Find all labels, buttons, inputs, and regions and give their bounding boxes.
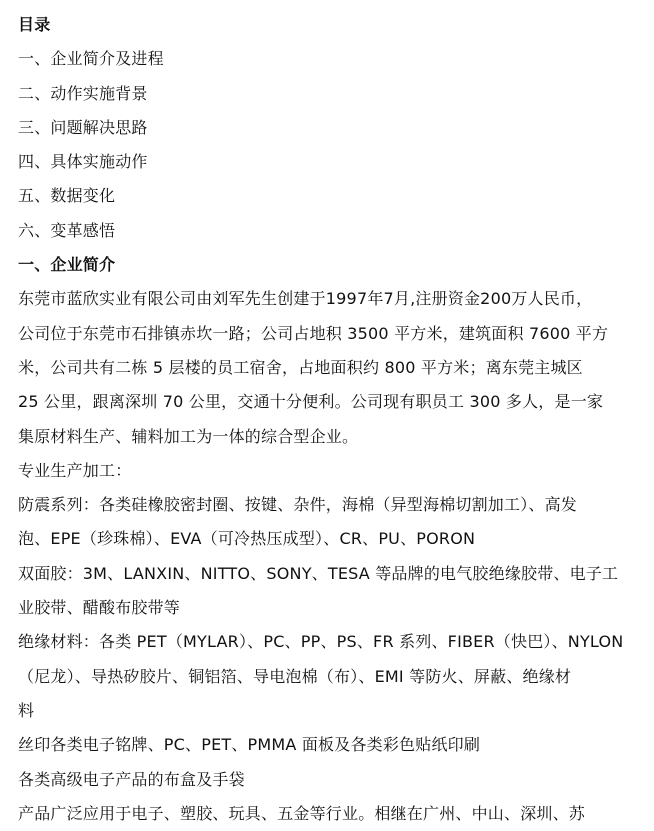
toc-item: 六、变革感悟: [18, 220, 116, 240]
production-label: 专业生产加工：: [18, 460, 132, 480]
intro-line: 集原材料生产、辅料加工为一体的综合型企业。: [18, 426, 359, 446]
shockproof-line: 泡、EPE（珍珠棉）、EVA（可冷热压成型）、CR、PU、PORON: [18, 529, 476, 549]
printing-line: 丝印各类电子铭牌、PC、PET、PMMA 面板及各类彩色贴纸印刷: [18, 735, 481, 755]
intro-line: 东莞市蓝欣实业有限公司由刘军先生创建于1997年7月,注册资金200万人民币，: [18, 289, 593, 309]
toc-item: 四、具体实施动作: [18, 152, 148, 172]
tape-line: 双面胶：3M、LANXIN、NITTO、SONY、TESA 等品牌的电气胶绝缘胶带、电子工: [18, 563, 619, 583]
intro-line: 25 公里，跟离深圳 70 公里，交通十分便利。公司现有职员工 300 多人，是一家: [18, 392, 604, 412]
application-line: 产品广泛应用于电子、塑胶、玩具、五金等行业。相继在广州、中山、深圳、苏: [18, 803, 586, 823]
bags-line: 各类高级电子产品的布盒及手袋: [18, 769, 245, 789]
toc-item: 五、数据变化: [18, 186, 116, 206]
intro-line: 公司位于东莞市石排镇赤坎一路；公司占地积 3500 平方米，建筑面积 7600 平方: [18, 323, 609, 343]
tape-line: 业胶带、醋酸布胶带等: [18, 598, 181, 618]
intro-line: 米，公司共有二栋 5 层楼的员工宿舍，占地面积约 800 平方米；离东莞主城区: [18, 357, 583, 377]
toc-item: 一、企业简介及进程: [18, 49, 164, 69]
insulation-line: （尼龙）、导热矽胶片、铜铝箔、导电泡棉（布）、EMI 等防火、屏蔽、绝缘材: [18, 666, 572, 686]
toc-title: 目录: [18, 15, 51, 34]
insulation-line: 料: [18, 700, 35, 720]
section-heading: 一、企业简介: [18, 255, 116, 275]
shockproof-line: 防震系列：各类硅橡胶密封圈、按键、杂件，海棉（异型海棉切割加工）、高发: [18, 495, 578, 515]
toc-item: 三、问题解决思路: [18, 117, 148, 137]
toc-item: 二、动作实施背景: [18, 83, 148, 103]
insulation-line: 绝缘材料：各类 PET（MYLAR）、PC、PP、PS、FR 系列、FIBER（快巴）、NYLON: [18, 632, 624, 652]
